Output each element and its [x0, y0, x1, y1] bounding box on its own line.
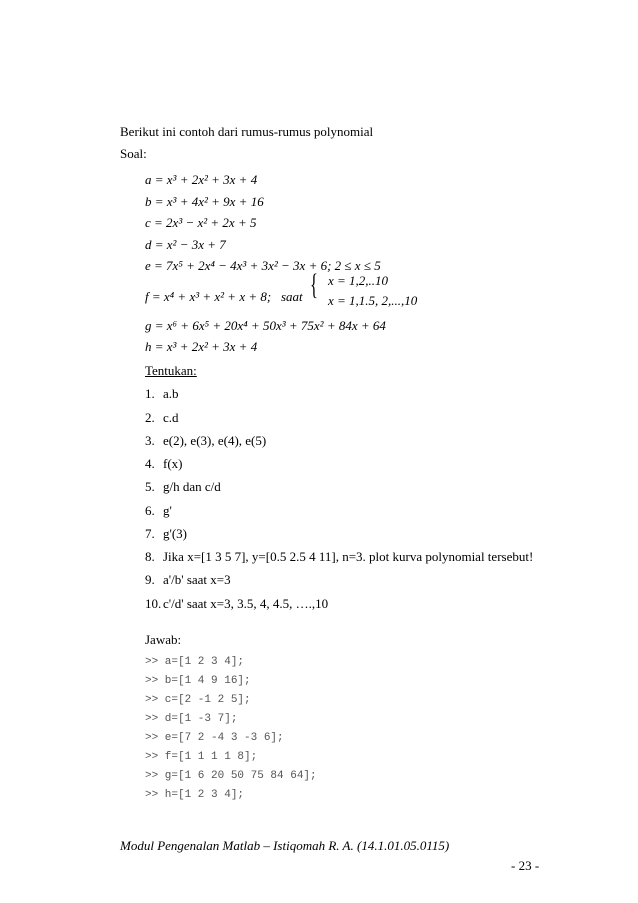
task-number: 4. [145, 456, 155, 471]
footer-text: Modul Pengenalan Matlab – Istiqomah R. A. (14.1.01.05.0115) [120, 838, 450, 853]
code-line: >> b=[1 4 9 16]; [145, 675, 251, 687]
soal-label: Soal: [120, 146, 147, 161]
page-number: - 23 - [511, 858, 540, 873]
equation-f-saat: saat [281, 289, 303, 304]
tentukan-label: Tentukan: [145, 363, 197, 378]
equation-a: a = x³ + 2x² + 3x + 4 [145, 172, 258, 187]
task-text: c'/d' saat x=3, 3.5, 4, 4.5, ….,10 [163, 596, 329, 611]
task-number: 10. [145, 596, 162, 611]
task-number: 1. [145, 386, 155, 401]
task-number: 7. [145, 526, 155, 541]
code-line: >> c=[2 -1 2 5]; [145, 694, 251, 706]
task-text: g' [163, 503, 172, 518]
task-text: a'/b' saat x=3 [163, 572, 231, 587]
code-line: >> d=[1 -3 7]; [145, 713, 238, 725]
task-text: f(x) [163, 456, 183, 471]
equation-f-case2: x = 1,1.5, 2,...,10 [328, 293, 418, 308]
task-number: 6. [145, 503, 155, 518]
task-number: 2. [145, 410, 155, 425]
jawab-label: Jawab: [145, 632, 182, 647]
code-line: >> e=[7 2 -4 3 -3 6]; [145, 732, 284, 744]
equation-b: b = x³ + 4x² + 9x + 16 [145, 194, 264, 209]
equation-c: c = 2x³ − x² + 2x + 5 [145, 215, 257, 230]
task-text: Jika x=[1 3 5 7], y=[0.5 2.5 4 11], n=3. plot kurva polynomial tersebut! [163, 549, 534, 564]
equation-g: g = x⁶ + 6x⁵ + 20x⁴ + 50x³ + 75x² + 84x + 64 [145, 318, 386, 333]
equation-e: e = 7x⁵ + 2x⁴ − 4x³ + 3x² − 3x + 6; 2 ≤ x ≤ 5 [145, 258, 381, 273]
code-line: >> f=[1 1 1 1 8]; [145, 751, 258, 763]
equation-f: f = x⁴ + x³ + x² + x + 8; [145, 289, 272, 304]
task-text: a.b [163, 386, 179, 401]
task-number: 3. [145, 433, 155, 448]
task-number: 5. [145, 479, 155, 494]
task-text: e(2), e(3), e(4), e(5) [163, 433, 267, 448]
equation-f-case1: x = 1,2,..10 [328, 273, 389, 288]
task-number: 8. [145, 549, 155, 564]
equation-d: d = x² − 3x + 7 [145, 237, 226, 252]
task-text: c.d [163, 410, 179, 425]
task-text: g'(3) [163, 526, 188, 541]
task-number: 9. [145, 572, 155, 587]
task-text: g/h dan c/d [163, 479, 221, 494]
code-line: >> a=[1 2 3 4]; [145, 656, 245, 668]
equation-h: h = x³ + 2x² + 3x + 4 [145, 339, 258, 354]
intro-text: Berikut ini contoh dari rumus-rumus polynomial [120, 124, 374, 139]
code-line: >> g=[1 6 20 50 75 84 64]; [145, 770, 317, 782]
brace-symbol: { [310, 268, 318, 301]
code-line: >> h=[1 2 3 4]; [145, 789, 245, 801]
